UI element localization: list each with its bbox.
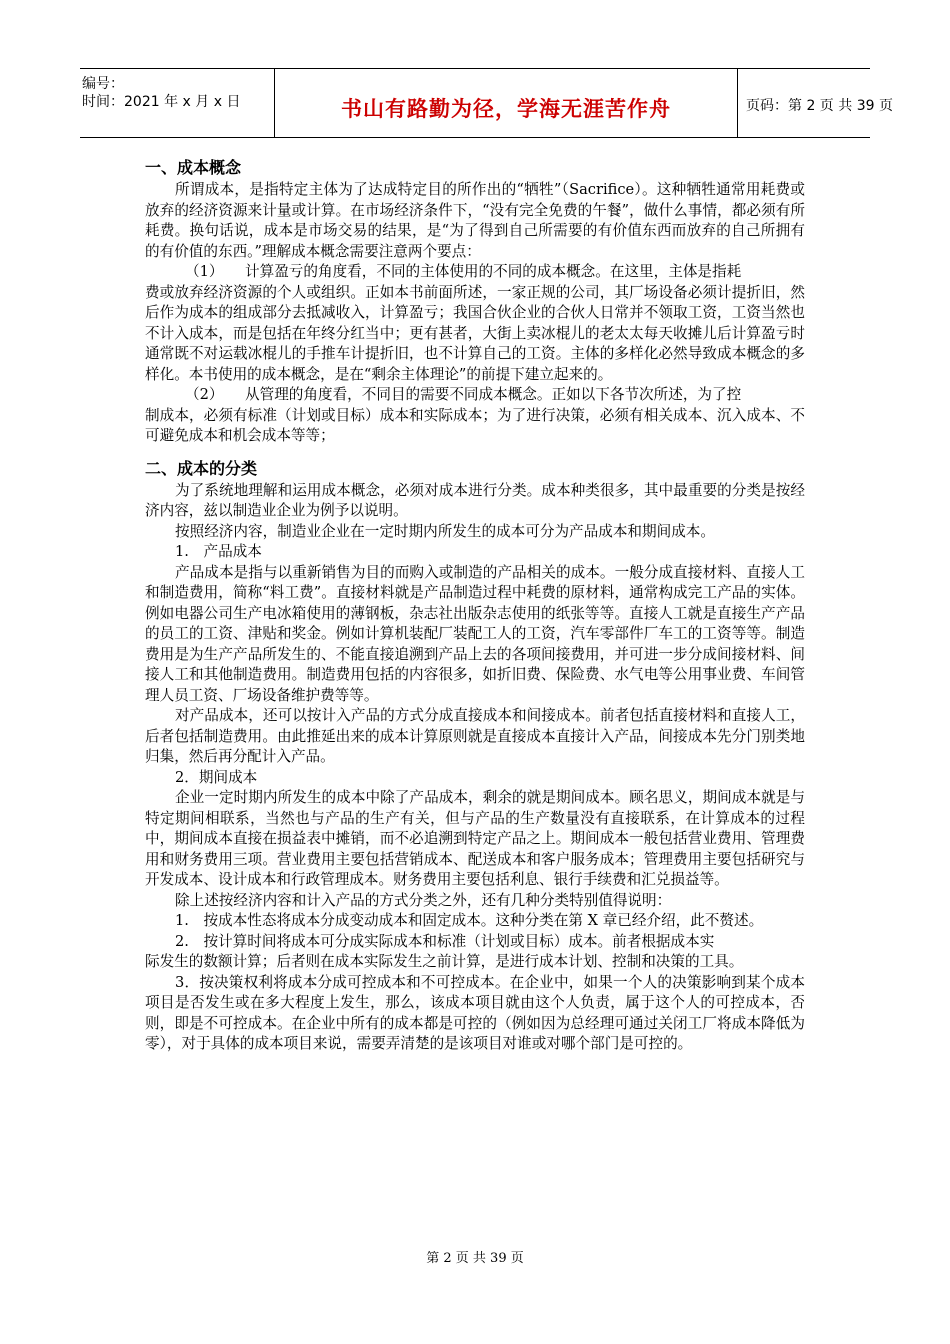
paragraph: 产品成本是指与以重新销售为目的而购入或制造的产品相关的成本。一般分成直接材料、直接人工和制造费用，简称“料工费”。直接材料就是产品制造过程中耗费的原材料，通常构成完工产品的实体。例如电器公司生产电冰箱使用的薄钢板，杂志社出版杂志使用的纸张等等。直接人工就是直接生产产品的员工的工资、津贴和奖金。例如计算机装配厂装配工人的工资，汽车零部件厂车工的工资等等。制造费用是为生产产品所发生的、不能直接追溯到产品上去的各项间接费用，并可进一步分成间接材料、间接人工和其他制造费用。制造费用包括的内容很多，如折旧费、保险费、水气电等公用事业费、车间管理人员工资、厂场设备维护费等等。	[145, 563, 805, 704]
paragraph: 按照经济内容，制造业企业在一定时期内所发生的成本可分为产品成本和期间成本。	[175, 522, 715, 540]
header-motto: 书山有路勤为径，学海无涯苦作舟	[341, 97, 671, 121]
item-number: （1）	[185, 263, 224, 280]
item-first-line: 从管理的角度看，不同目的需要不同成本概念。正如以下各节次所述，为了控	[245, 386, 742, 403]
numbered-item-1	[145, 262, 805, 283]
paragraph: 对产品成本，还可以按计入产品的方式分成直接成本和间接成本。前者包括直接材料和直接人工，后者包括制造费用。由此推延出来的成本计算原则就是直接成本直接计入产品，间接成本先分门别类地归集，然后再分配计入产品。	[145, 707, 805, 765]
subheading: 1. 产品成本	[175, 543, 262, 560]
classification-item-3: 3．按决策权利将成本分成可控成本和不可控成本。在企业中，如果一个人的决策影响到某个成本项目是否发生或在多大程度上发生，那么，该成本项目就由这个人负责，属于这个人的可控成本，否则，即是不可控成本。在企业中所有的成本都是可控的（例如因为总经理可通过关闭工厂将成本降低为零），对于具体的成本项目来说，需要弄清楚的是该项目对谁或对哪个部门是可控的。	[145, 973, 805, 1052]
header-table	[80, 68, 893, 138]
header-page-cell	[738, 69, 893, 137]
page-footer: 第 2 页 共 39 页	[426, 1251, 524, 1266]
paragraph: 制成本，必须有标准（计划或目标）成本和实际成本；为了进行决策，必须有相关成本、沉入成本、不可避免成本和机会成本等等；	[145, 406, 805, 444]
document-number-label: 编号：	[82, 76, 124, 92]
classification-item-2-first: 2. 按计算时间将成本可分成实际成本和标准（计划或目标）成本。前者根据成本实	[175, 932, 715, 950]
paragraph: 所谓成本，是指特定主体为了达成特定目的所作出的“牺牲”（Sacrifice）。这种牺牲通常用耗费或放弃的经济资源来计量或计算。在市场经济条件下，“没有完全免费的午餐”，做什么事情，都必须有所耗费。换句话说，成本是市场交易的结果，是“为了得到自己所需要的有价值东西而放弃的自己所拥有的有价值的东西。”理解成本概念需要注意两个要点：	[145, 181, 805, 260]
numbered-item-2	[145, 385, 805, 406]
item-first-line: 计算盈亏的角度看，不同的主体使用的不同的成本概念。在这里，主体是指耗	[245, 263, 742, 280]
subheading: 2．期间成本	[175, 768, 258, 786]
section-2-title: 二、成本的分类	[145, 458, 258, 478]
document-time-label: 时间：2021 年 x 月 x 日	[82, 94, 241, 110]
paragraph: 为了系统地理解和运用成本概念，必须对成本进行分类。成本种类很多，其中最重要的分类是按经济内容，兹以制造业企业为例予以说明。	[145, 481, 805, 519]
classification-item-2-rest: 际发生的数额计算；后者则在成本实际发生之前计算，是进行成本计划、控制和决策的工具。	[145, 953, 744, 970]
header-left-cell	[80, 69, 275, 137]
header-motto-cell	[275, 69, 738, 137]
paragraph: 费或放弃经济资源的个人或组织。正如本书前面所述，一家正规的公司，其厂场设备必须计提折旧，然后作为成本的组成部分去抵减收入，计算盈亏；我国合伙企业的合伙人日常并不领取工资，工资当然也不计入成本，而是包括在年终分红当中；更有甚者，大街上卖冰棍儿的老太太每天收摊儿后计算盈亏时通常既不对运载冰棍儿的手推车计提折旧，也不计算自己的工资。主体的多样化必然导致成本概念的多样化。本书使用的成本概念，是在“剩余主体理论”的前提下建立起来的。	[145, 283, 805, 383]
section-1-title: 一、成本概念	[145, 158, 242, 177]
item-number: （2）	[185, 386, 224, 403]
paragraph: 除上述按经济内容和计入产品的方式分类之外，还有几种分类特别值得说明：	[175, 891, 672, 909]
paragraph: 企业一定时期内所发生的成本中除了产品成本，剩余的就是期间成本。顾名思义，期间成本就是与特定期间相联系，当然也与产品的生产有关，但与产品的生产数量没有直接联系，在计算成本的过程中，期间成本直接在损益表中摊销，而不必追溯到特定产品之上。期间成本一般包括营业费用、管理费用和财务费用三项。营业费用主要包括营销成本、配送成本和客户服务成本；管理费用主要包括研究与开发成本、设计成本和行政管理成本。财务费用主要包括利息、银行手续费和汇兑损益等。	[145, 789, 805, 888]
classification-item-1: 1. 按成本性态将成本分成变动成本和固定成本。这种分类在第 X 章已经介绍，此不赘述。	[175, 912, 764, 929]
header-page-info: 页码：第 2 页 共 39 页	[746, 98, 893, 114]
document-body	[145, 156, 805, 1055]
